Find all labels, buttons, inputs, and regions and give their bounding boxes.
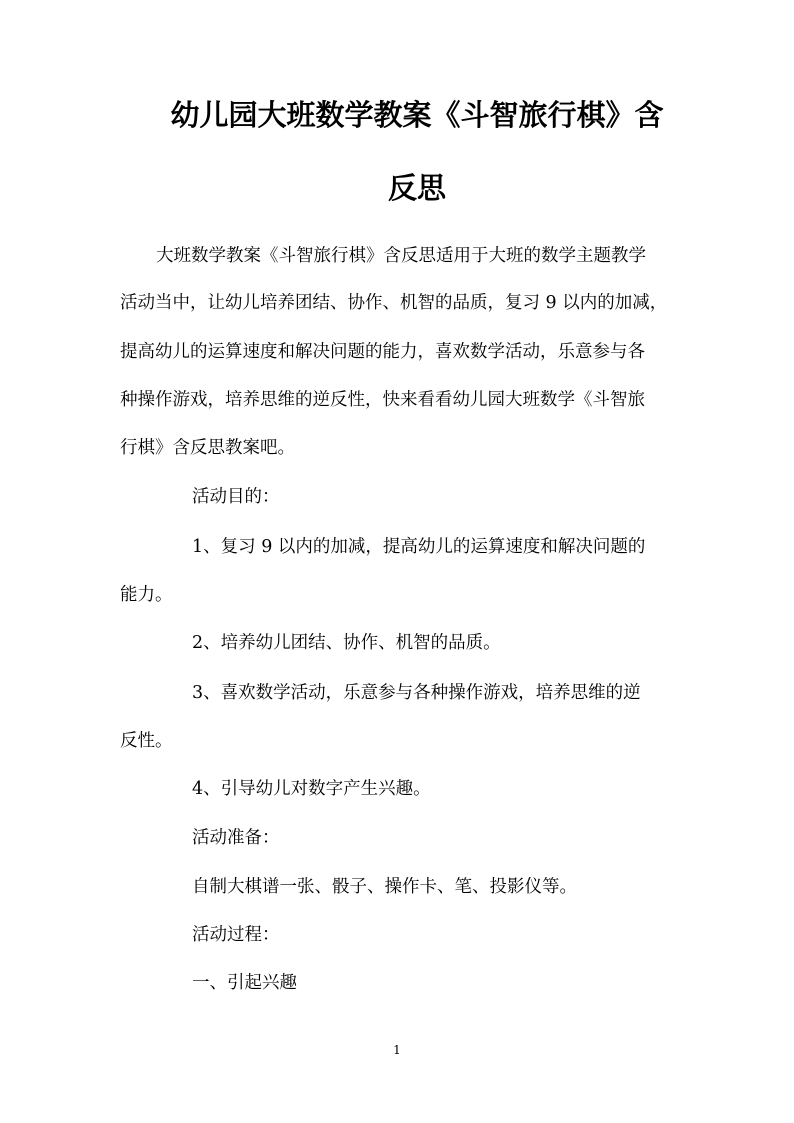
intro-paragraph-line-2: 活动当中，让幼儿培养团结、协作、机智的品质，复习 9 以内的加减， [120,293,668,313]
document-title-line-2: 反思 [387,171,446,205]
goal-1-line-2: 能力。 [120,585,173,605]
goal-4: 4、引导幼儿对数字产生兴趣。 [192,779,431,799]
process-step-1: 一、引起兴趣 [192,973,297,993]
preparation-text: 自制大棋谱一张、骰子、操作卡、笔、投影仪等。 [192,877,577,897]
page-number: 1 [393,1043,401,1057]
process-heading: 活动过程： [192,925,280,945]
preparation-heading: 活动准备： [192,828,280,848]
document-title-line-1: 幼儿园大班数学教案《斗智旅行棋》含 [170,98,664,132]
intro-paragraph-line-5: 行棋》含反思教案吧。 [120,438,295,458]
goal-2: 2、培养幼儿团结、协作、机智的品质。 [192,633,501,653]
intro-paragraph-line-1: 大班数学教案《斗智旅行棋》含反思适用于大班的数学主题教学 [156,246,646,266]
goal-1-line-1: 1、复习 9 以内的加减，提高幼儿的运算速度和解决问题的 [192,537,646,557]
intro-paragraph-line-3: 提高幼儿的运算速度和解决问题的能力，喜欢数学活动，乐意参与各 [120,342,645,362]
goal-3-line-2: 反性。 [120,731,173,751]
goals-heading: 活动目的： [192,487,280,507]
goal-3-line-1: 3、喜欢数学活动，乐意参与各种操作游戏，培养思维的逆 [192,683,641,703]
intro-paragraph-line-4: 种操作游戏，培养思维的逆反性，快来看看幼儿园大班数学《斗智旅 [120,390,645,410]
